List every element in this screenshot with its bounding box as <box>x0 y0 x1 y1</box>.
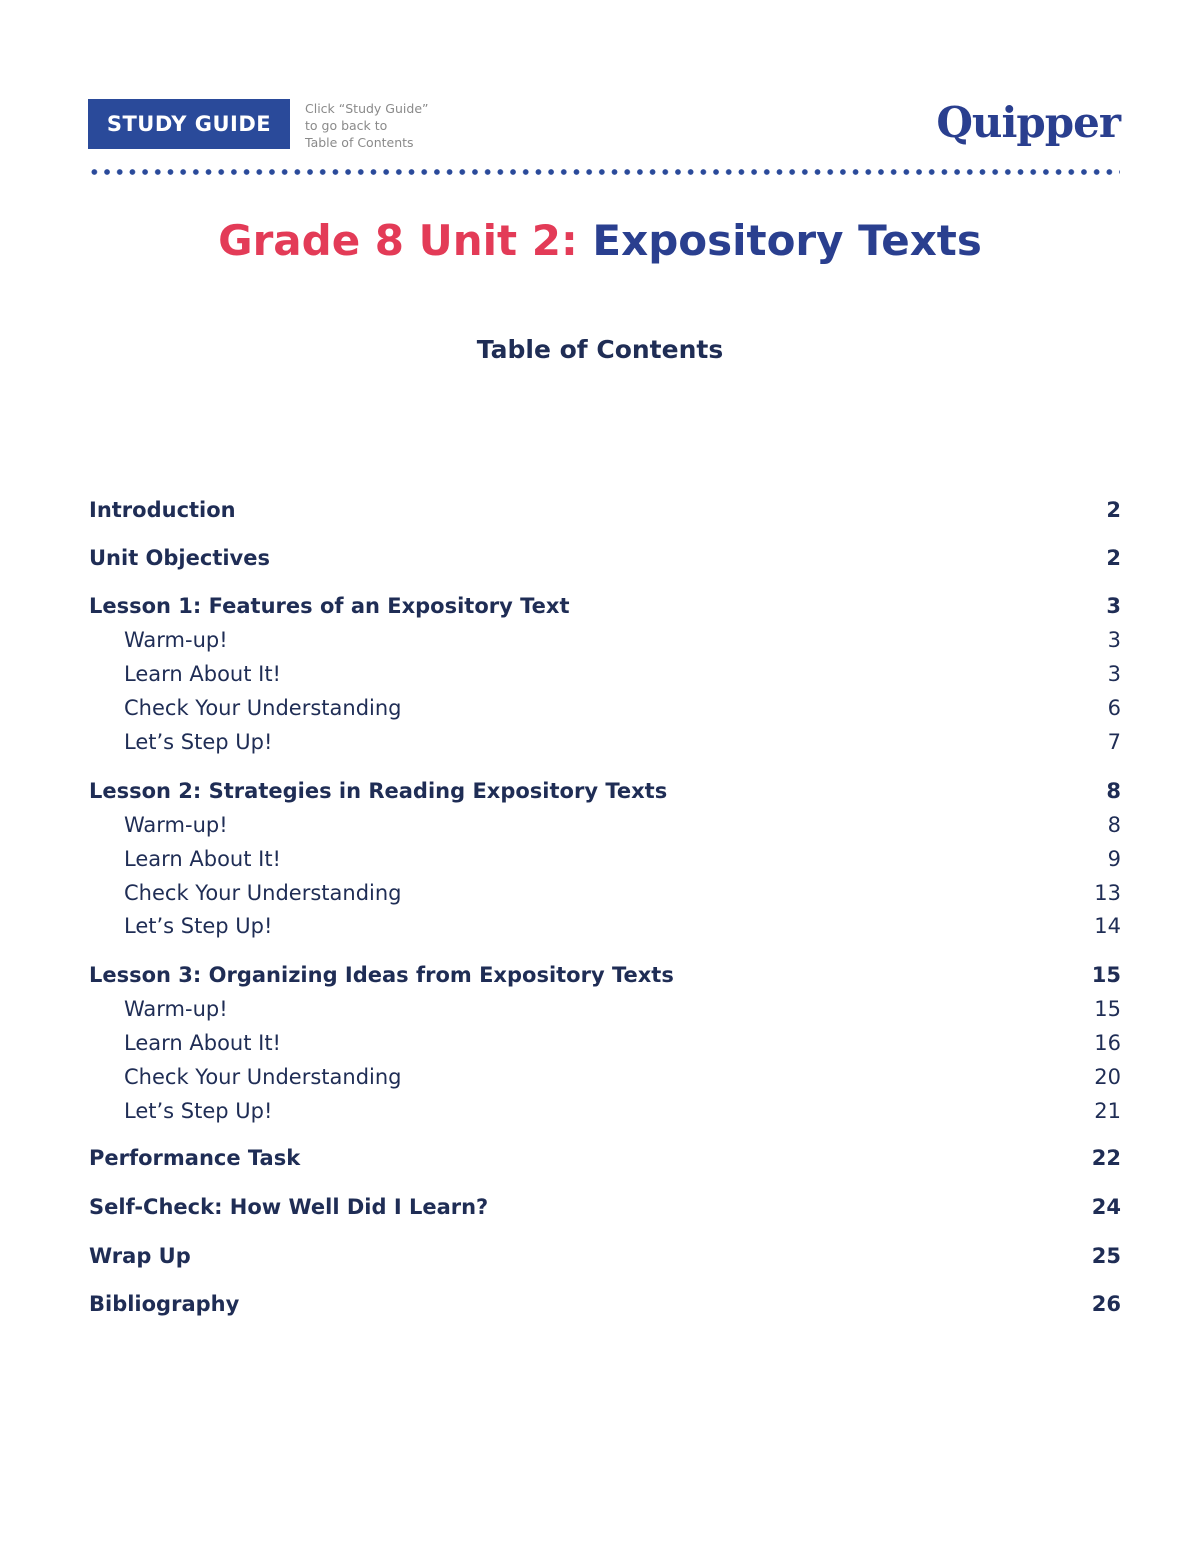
toc-page-number: 14 <box>1094 914 1121 938</box>
title-suffix: Expository Texts <box>592 216 982 265</box>
toc-page-number: 3 <box>1107 662 1121 686</box>
toc-entry-label: Let’s Step Up! <box>124 730 273 754</box>
toc-subentry[interactable] <box>89 1094 1121 1128</box>
toc-entry-label: Unit Objectives <box>89 546 270 570</box>
toc-entry[interactable] <box>89 493 1121 527</box>
toc-subentry[interactable] <box>89 725 1121 759</box>
toc-entry-label: Learn About It! <box>124 1031 281 1055</box>
toc-entry-label: Lesson 2: Strategies in Reading Expository Texts <box>89 779 668 803</box>
toc-subentry[interactable] <box>89 1026 1121 1060</box>
toc-entry-label: Warm-up! <box>124 628 228 652</box>
table-of-contents <box>89 0 1121 1553</box>
toc-page-number: 2 <box>1106 546 1121 570</box>
toc-entry-label: Learn About It! <box>124 847 281 871</box>
toc-page-number: 7 <box>1107 730 1121 754</box>
toc-entry-label: Warm-up! <box>124 997 228 1021</box>
toc-subentry[interactable] <box>89 657 1121 691</box>
toc-subentry[interactable] <box>89 842 1121 876</box>
toc-page-number: 8 <box>1107 813 1121 837</box>
toc-subentry[interactable] <box>89 992 1121 1026</box>
study-guide-button[interactable]: STUDY GUIDE <box>88 99 290 149</box>
toc-page-number: 24 <box>1091 1195 1121 1219</box>
toc-page-number: 21 <box>1094 1099 1121 1123</box>
toc-subentry[interactable] <box>89 1060 1121 1094</box>
toc-entry[interactable] <box>89 1190 1121 1224</box>
toc-entry-label: Let’s Step Up! <box>124 1099 273 1123</box>
toc-entry-label: Self-Check: How Well Did I Learn? <box>89 1195 489 1219</box>
toc-page-number: 3 <box>1106 594 1121 618</box>
toc-page-number: 9 <box>1107 847 1121 871</box>
toc-entry-label: Wrap Up <box>89 1244 191 1268</box>
toc-entry[interactable] <box>89 1141 1121 1175</box>
toc-entry-label: Introduction <box>89 498 236 522</box>
toc-page-number: 20 <box>1094 1065 1121 1089</box>
toc-entry-label: Let’s Step Up! <box>124 914 273 938</box>
hint-line: Table of Contents <box>305 135 414 150</box>
toc-heading: Table of Contents <box>476 335 724 364</box>
toc-entry-label: Bibliography <box>89 1292 240 1316</box>
toc-subentry[interactable] <box>89 876 1121 910</box>
toc-page-number: 13 <box>1094 881 1121 905</box>
toc-entry[interactable] <box>89 541 1121 575</box>
toc-page-number: 15 <box>1091 963 1121 987</box>
toc-entry-label: Warm-up! <box>124 813 228 837</box>
toc-subentry[interactable] <box>89 808 1121 842</box>
toc-subentry[interactable] <box>89 909 1121 943</box>
toc-page-number: 3 <box>1107 628 1121 652</box>
toc-entry-label: Check Your Understanding <box>124 1065 402 1089</box>
toc-page-number: 2 <box>1106 498 1121 522</box>
toc-entry-label: Lesson 1: Features of an Expository Text <box>89 594 570 618</box>
toc-page-number: 22 <box>1091 1146 1121 1170</box>
title-prefix: Grade 8 Unit 2: <box>218 216 593 265</box>
toc-entry-label: Check Your Understanding <box>124 881 402 905</box>
toc-page-number: 6 <box>1107 696 1121 720</box>
toc-entry-label: Lesson 3: Organizing Ideas from Expository Texts <box>89 963 674 987</box>
toc-entry[interactable] <box>89 774 1121 808</box>
toc-entry[interactable] <box>89 958 1121 992</box>
hint-line: to go back to <box>305 118 388 133</box>
toc-page-number: 15 <box>1094 997 1121 1021</box>
toc-entry-label: Performance Task <box>89 1146 301 1170</box>
quipper-logo: Quipper <box>936 98 1120 147</box>
toc-entry-label: Learn About It! <box>124 662 281 686</box>
toc-subentry[interactable] <box>89 623 1121 657</box>
toc-entry[interactable] <box>89 1239 1121 1273</box>
toc-page-number: 26 <box>1091 1292 1121 1316</box>
toc-page-number: 16 <box>1094 1031 1121 1055</box>
toc-entry[interactable] <box>89 1287 1121 1321</box>
hint-line: Click “Study Guide” <box>305 101 429 116</box>
toc-entry[interactable] <box>89 589 1121 623</box>
toc-subentry[interactable] <box>89 691 1121 725</box>
toc-page-number: 25 <box>1091 1244 1121 1268</box>
toc-page-number: 8 <box>1106 779 1121 803</box>
toc-entry-label: Check Your Understanding <box>124 696 402 720</box>
